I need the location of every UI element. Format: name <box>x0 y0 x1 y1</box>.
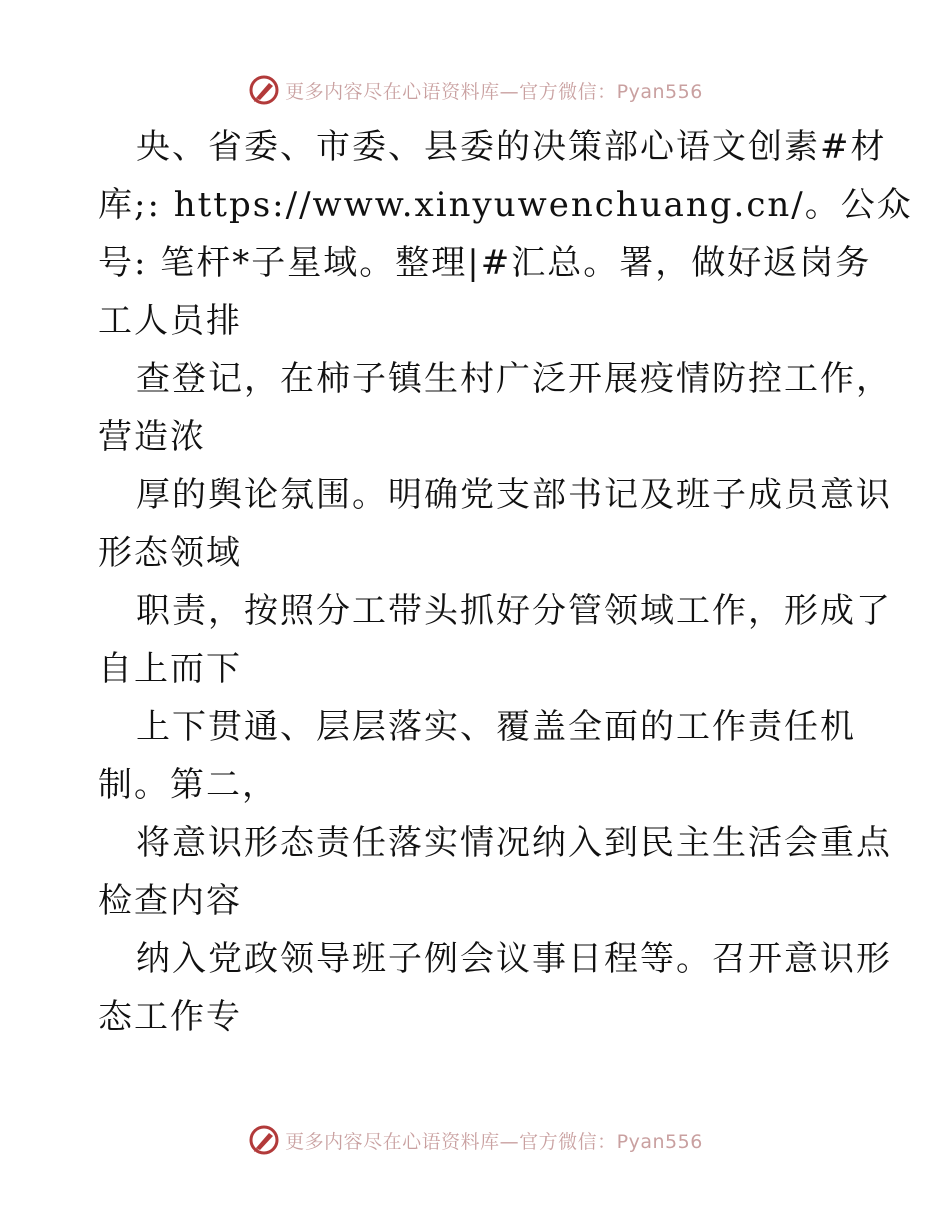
body-line: 职责，按照分工带头抓好分管领域工作，形成了 <box>136 591 892 631</box>
header-watermark <box>0 70 950 110</box>
body-line: 工人员排 <box>98 301 242 341</box>
watermark-text <box>285 77 703 104</box>
body-line: 厚的舆论氛围。明确党支部书记及班子成员意识 <box>136 475 892 515</box>
body-line: 号: 笔杆*子星域。整理|#汇总。署，做好返岗务 <box>98 243 872 283</box>
body-line: 制。第二， <box>98 765 278 805</box>
watermark-wechat: 官方微信：Pyan556 <box>519 1130 703 1153</box>
watermark-wechat: 官方微信：Pyan556 <box>519 80 703 103</box>
watermark-main: 更多内容尽在心语资料库 <box>285 80 500 103</box>
body-line: 纳入党政领导班子例会议事日程等。召开意识形 <box>136 939 892 979</box>
body-line: 检查内容 <box>98 881 242 921</box>
body-line: 形态领域 <box>98 533 242 573</box>
watermark-separator: — <box>499 80 520 103</box>
body-line: 态工作专 <box>98 997 242 1037</box>
body-line: 自上而下 <box>98 649 242 689</box>
pen-logo-icon <box>247 1123 281 1157</box>
watermark-text <box>285 1127 703 1154</box>
body-line: 将意识形态责任落实情况纳入到民主生活会重点 <box>136 823 892 863</box>
body-line: 营造浓 <box>98 417 206 457</box>
footer-watermark <box>0 1120 950 1160</box>
body-line: 查登记，在柿子镇生村广泛开展疫情防控工作， <box>136 359 892 399</box>
body-line: 上下贯通、层层落实、覆盖全面的工作责任机 <box>136 707 856 747</box>
pen-logo-icon <box>247 73 281 107</box>
document-body <box>98 118 913 1046</box>
body-line: 央、省委、市委、县委的决策部心语文创素#材 <box>136 127 887 167</box>
watermark-separator: — <box>499 1130 520 1153</box>
watermark-main: 更多内容尽在心语资料库 <box>285 1130 500 1153</box>
body-line: 库;: https://www.xinyuwenchuang.cn/。公众 <box>98 185 913 225</box>
